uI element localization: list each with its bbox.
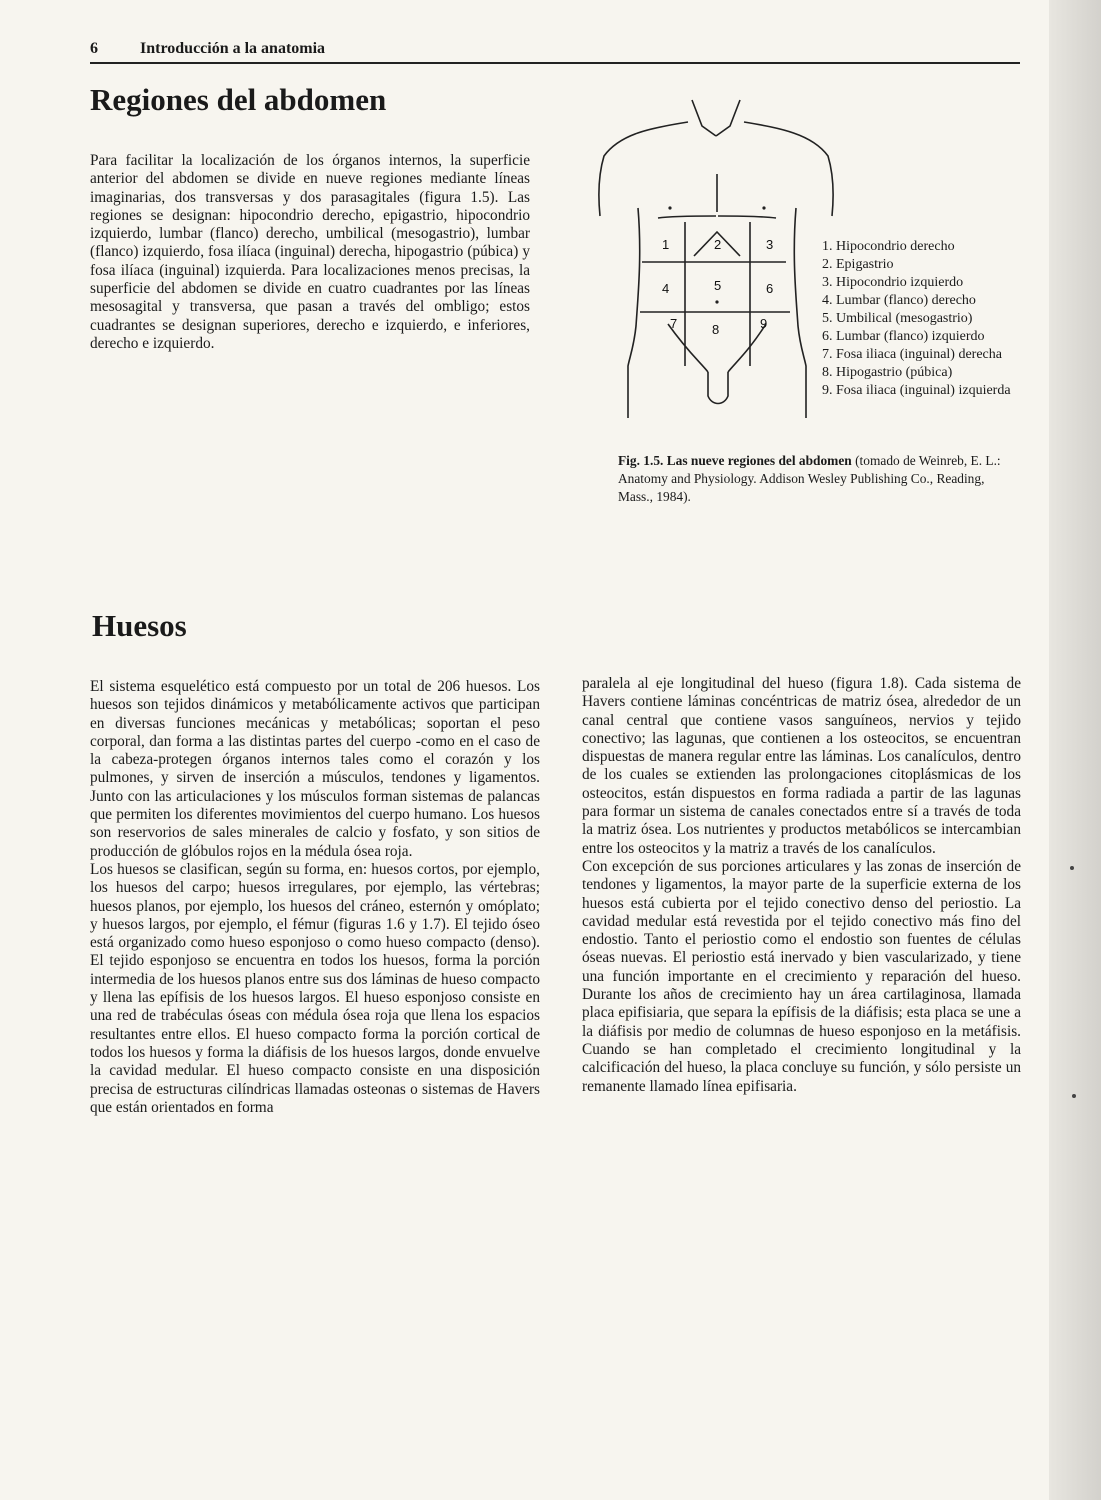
inguinal-right [728, 324, 766, 372]
bones-column-right [582, 675, 1021, 1096]
legend-item: 7. Fosa iliaca (inguinal) derecha [822, 347, 1002, 362]
nipple-right [762, 206, 765, 209]
bones-paragraph: paralela al eje longitudinal del hueso (figura 1.8). Cada sistema de Havers contiene láminas concéntricas de matriz ósea, alrededor de un canal central que contiene vasos sanguíneos, nervios y tejido conectivo; las lagunas, que contienen a los osteocitos, se encuentran dispuestas de manera regular entre las láminas. Los canalículos, dentro de los cuales se extienden las prolongaciones citoplásmicas de los osteocitos, están dispuestos en forma radiada a partir de las lagunas para formar un sistema de canales conectados entre sí a través de toda la matriz ósea. Los nutrientes y productos metabólicos se intercambian entre los osteocitos y la matriz a través de los canalículos. [582, 675, 1021, 857]
legend-item: 6. Lumbar (flanco) izquierdo [822, 329, 985, 344]
neck-left-line [692, 100, 716, 136]
legend-item: 9. Fosa iliaca (inguinal) izquierda [822, 383, 1011, 398]
pubic-outline [708, 372, 728, 404]
page-edge-shadow [1049, 0, 1101, 1500]
rib-margin-left [658, 216, 716, 218]
figure-legend [822, 238, 1032, 400]
caption-label: Fig. 1.5. Las nueve regiones del abdomen [618, 453, 852, 468]
rib-margin-right [718, 216, 776, 218]
neck-right-line [716, 100, 740, 136]
running-title: Introducción a la anatomia [140, 40, 326, 57]
torso-right-outline [794, 208, 806, 418]
region-number: 5 [714, 278, 722, 293]
legend-item: 3. Hipocondrio izquierdo [822, 275, 964, 290]
region-number: 7 [670, 316, 678, 331]
region-number: 3 [766, 237, 774, 252]
section-title-bones: Huesos [92, 608, 187, 643]
region-number: 2 [714, 237, 722, 252]
margin-speck [1070, 866, 1074, 870]
bones-paragraph: Con excepción de sus porciones articulares y las zonas de inserción de tendones y ligamentos, la mayor parte de la superficie externa de los huesos está cubierta por el tejido conectivo denso del periostio. La cavidad medular está revestida por el tejido conectivo más fino del endostio. Tanto el periostio como el endostio son fuentes de células óseas nuevas. El periostio está inervado y bien vascularizado, y tiene una función importante en el crecimiento y reparación del hueso. Durante los años de crecimiento hay un área cartilaginosa, llamada placa epifisiaria, que separa la epífisis de la diáfisis; esta placa se une a la diáfisis por medio de columnas de hueso esponjoso en la metáfisis. Cuando se han completado el crecimiento longitudinal y la calcificación del hueso, la placa concluye su función, y sólo persiste un remanente llamado línea epifisaria. [582, 857, 1021, 1095]
shoulders-outline [599, 122, 688, 216]
legend-item: 1. Hipocondrio derecho [822, 239, 955, 254]
legend-item: 5. Umbilical (mesogastrio) [822, 311, 973, 326]
page-number: 6 [90, 40, 98, 57]
abdomen-paragraph: Para facilitar la localización de los órganos internos, la superficie anterior del abdomen se divide en nueve regiones mediante líneas imaginarias, dos transversas y dos parasagitales (figura 1.5). Las regiones se designan: hipocondrio derecho, epigastrio, hipocondrio izquierdo, lumbar (flanco) derecho, umbilical (mesogastrio), lumbar (flanco) izquierdo, fosa ilíaca (inguinal) derecha, hipogastrio (púbica) y fosa ilíaca (inguinal) izquierda. Para localizaciones menos precisas, la superficie del abdomen se divide en cuatro cuadrantes por las líneas mesosagital y transversa, que pasan a través del ombligo; estos cuadrantes se designan superiores, derecho e izquierdo, e inferiores, derecho e izquierdo. [90, 152, 530, 352]
umbilicus [715, 300, 718, 303]
nipple-left [668, 206, 671, 209]
shoulders-outline-right [744, 122, 833, 216]
abdomen-regions-figure [590, 66, 840, 446]
bones-column-left [90, 678, 540, 1117]
inguinal-left [668, 324, 708, 372]
region-number: 4 [662, 281, 670, 296]
region-number: 1 [662, 237, 670, 252]
running-header [90, 40, 1020, 64]
legend-item: 8. Hipogastrio (púbica) [822, 365, 953, 380]
region-number: 6 [766, 281, 774, 296]
region-number: 8 [712, 322, 720, 337]
region-number: 9 [760, 316, 768, 331]
bones-paragraph: El sistema esquelético está compuesto por un total de 206 huesos. Los huesos son tejidos dinámicos y metabólicamente activos que participan en diversas funciones mecánicas y metabólicas; soportan el peso corporal, dan forma a las distintas partes del cuerpo -como en el caso de la cabeza-protegen órganos internos tales como el corazón y los pulmones, y sirven de inserción a músculos, tendones y ligamentos. Junto con las articulaciones y los músculos forman sistemas de palancas que permiten los diferentes movimientos del cuerpo humano. Los huesos son reservorios de sales minerales de calcio y fosfato, y son sitios de producción de glóbulos rojos en la médula ósea roja. [90, 678, 540, 860]
margin-speck [1072, 1094, 1076, 1098]
caption-text: (tomado de Weinreb, E. L.: Anatomy and Physiology. Addison Wesley Publishing Co., Reading, Mass., 1984). [618, 453, 1001, 504]
figure-caption [618, 452, 1018, 506]
legend-item: 2. Epigastrio [822, 257, 894, 272]
legend-item: 4. Lumbar (flanco) derecho [822, 293, 976, 308]
section-title-abdomen: Regiones del abdomen [90, 82, 387, 117]
torso-left-outline [628, 208, 640, 418]
bones-paragraph: Los huesos se clasifican, según su forma, en: huesos cortos, por ejemplo, los huesos del carpo; huesos irregulares, por ejemplo, las vértebras; huesos planos, por ejemplo, los huesos del cráneo, esternón y omóplato; y huesos largos, por ejemplo, el fémur (figuras 1.6 y 1.7). El tejido óseo está organizado como hueso esponjoso o como hueso compacto (denso). El tejido esponjoso se encuentra en todos los huesos, forma la porción intermedia de los huesos planos entre sus dos láminas de hueso compacto y llena las epífisis de los huesos largos. El hueso esponjoso consiste en una red de trabéculas óseas con médula ósea roja que llena los espacios resultantes entre ellos. El hueso compacto forma la porción cortical de todos los huesos y forma la diáfisis de los huesos largos, donde envuelve la cavidad medular. El hueso compacto consiste en una disposición precisa de estructuras cilíndricas llamadas osteonas o sistemas de Havers que están orientados en forma [90, 860, 540, 1116]
